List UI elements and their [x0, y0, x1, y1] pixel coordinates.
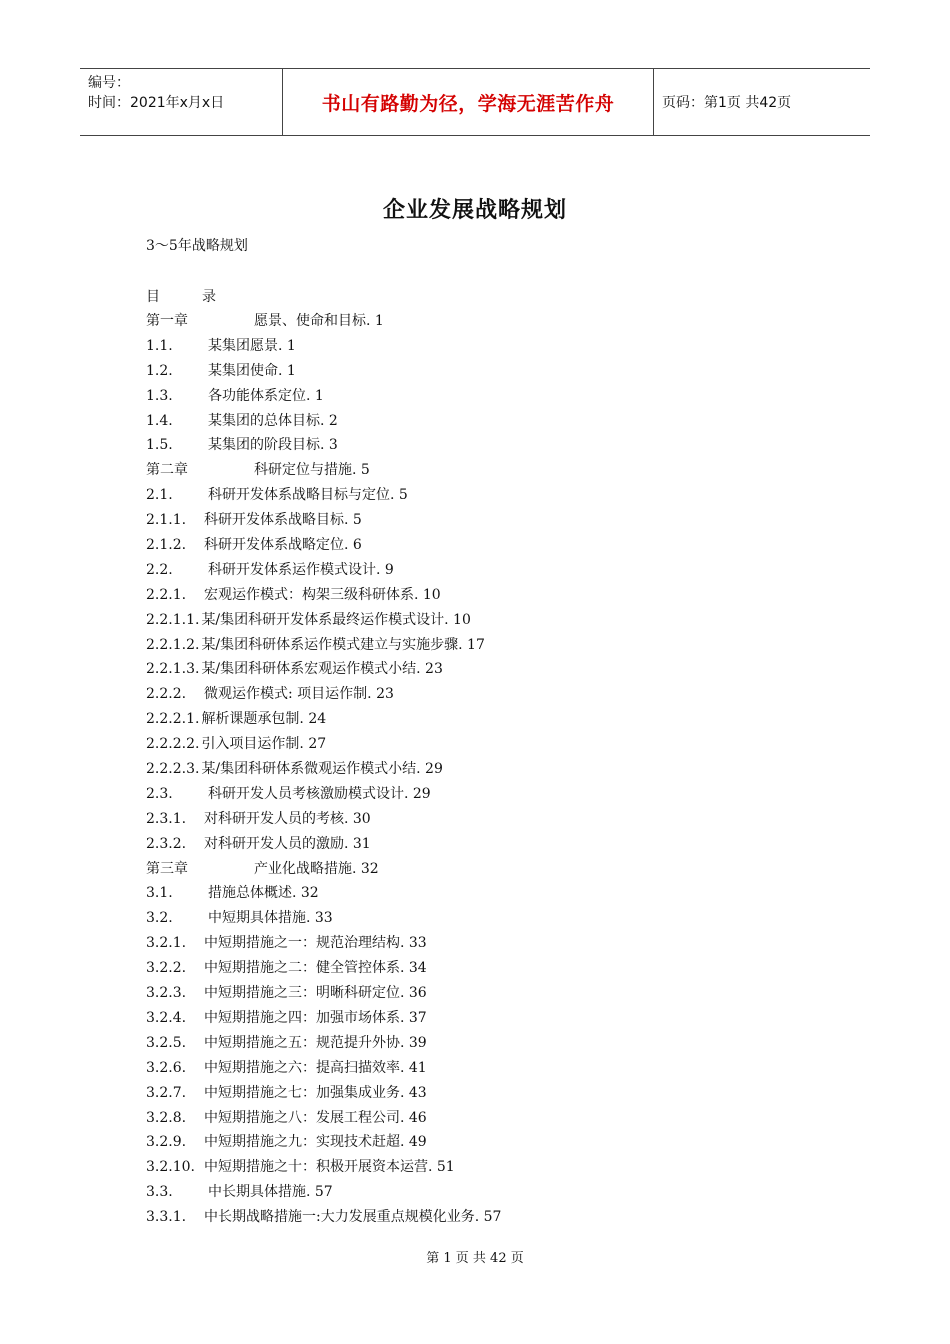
- toc-entry-number: 1.4.: [146, 412, 173, 429]
- toc-entry[interactable]: [146, 1182, 501, 1207]
- toc-entry-number: 3.3.: [146, 1184, 173, 1201]
- toc-entry-text: 科研开发体系战略目标与定位. 5: [208, 487, 408, 504]
- toc-entry-number: 3.2.3.: [146, 985, 187, 1002]
- toc-entry-number: 第三章: [146, 860, 188, 877]
- toc-entry-number: 2.1.: [146, 487, 173, 504]
- header-number-label: 编号：: [88, 75, 130, 91]
- toc-entry-text: 产业化战略措施. 32: [254, 860, 379, 877]
- toc-entry-number: 2.2.2.: [146, 686, 187, 703]
- toc-entry-number: 3.2.6.: [146, 1059, 187, 1076]
- toc-entry-number: 2.2.1.2.: [146, 636, 200, 653]
- toc-entry-number: 1.3.: [146, 387, 173, 404]
- toc-entry[interactable]: [146, 859, 501, 884]
- toc-entry[interactable]: [146, 983, 501, 1008]
- toc-entry-text: 中短期措施之一：规范治理结构. 33: [204, 935, 427, 952]
- toc-entry[interactable]: [146, 883, 501, 908]
- toc-entry[interactable]: [146, 1108, 501, 1133]
- page-header: [80, 68, 870, 136]
- toc-entry[interactable]: [146, 535, 501, 560]
- toc-entry[interactable]: [146, 759, 501, 784]
- document-title: 企业发展战略规划: [382, 198, 567, 223]
- toc-entry-text: 中短期措施之五：规范提升外协. 39: [204, 1034, 427, 1051]
- toc-entry[interactable]: [146, 386, 501, 411]
- toc-entry-text: 中短期措施之六：提高扫描效率. 41: [204, 1059, 427, 1076]
- toc-entry-text: 微观运作模式: 项目运作制. 23: [204, 686, 394, 703]
- toc-entry-text: 某集团的阶段目标. 3: [208, 437, 338, 454]
- toc-entry-text: 中短期措施之四：加强市场体系. 37: [204, 1009, 427, 1026]
- toc-entry[interactable]: [146, 908, 501, 933]
- toc-entry-number: 2.2.1.1.: [146, 611, 200, 628]
- toc-entry-text: 对科研开发人员的考核. 30: [204, 810, 371, 827]
- toc-entry[interactable]: [146, 1033, 501, 1058]
- toc-entry-number: 2.3.: [146, 785, 173, 802]
- toc-entry-number: 2.2.1.3.: [146, 661, 200, 678]
- toc-entry-text: 科研开发体系战略目标. 5: [204, 512, 362, 529]
- toc-entry-number: 1.1.: [146, 337, 173, 354]
- toc-entry-text: 某/集团科研体系宏观运作模式小结. 23: [201, 661, 443, 678]
- header-motto: 书山有路勤为径，学海无涯苦作舟: [321, 92, 615, 115]
- toc-entry-text: 各功能体系定位. 1: [208, 387, 324, 404]
- toc-entry-number: 3.2.10.: [146, 1159, 195, 1176]
- toc-entry-number: 3.2.4.: [146, 1009, 187, 1026]
- toc-entry-text: 某/集团科研开发体系最终运作模式设计. 10: [201, 611, 471, 628]
- toc-entry-number: 2.2.2.1.: [146, 711, 200, 728]
- page-footer: 第 1 页 共 42 页: [426, 1251, 524, 1266]
- header-page-info: 页码：第1页 共42页: [662, 95, 792, 111]
- toc-entry[interactable]: [146, 336, 501, 361]
- toc-entry-text: 中长期战略措施一:大力发展重点规模化业务. 57: [204, 1209, 502, 1226]
- toc-entry-number: 2.1.2.: [146, 537, 187, 554]
- toc-entry[interactable]: [146, 585, 501, 610]
- toc-entry-text: 对科研开发人员的激励. 31: [204, 835, 371, 852]
- document-subtitle: 3～5年战略规划: [146, 238, 248, 254]
- toc-entry[interactable]: [146, 709, 501, 734]
- toc-entry-text: 某集团的总体目标. 2: [208, 412, 338, 429]
- toc-entry[interactable]: [146, 485, 501, 510]
- toc-entry[interactable]: [146, 1008, 501, 1033]
- toc-entry-text: 愿景、使命和目标. 1: [254, 313, 384, 329]
- toc-entry-text: 解析课题承包制. 24: [201, 711, 327, 728]
- toc-entry[interactable]: [146, 411, 501, 436]
- toc-entry[interactable]: [146, 784, 501, 809]
- toc-entry[interactable]: [146, 684, 501, 709]
- toc-entry-text: 措施总体概述. 32: [208, 885, 319, 902]
- toc-entry-text: 科研开发体系战略定位. 6: [204, 537, 362, 554]
- toc-entry-text: 中短期措施之七：加强集成业务. 43: [204, 1084, 427, 1101]
- toc-entry-number: 2.3.1.: [146, 810, 187, 827]
- toc-entry-text: 中短期措施之九：实现技术赶超. 49: [204, 1134, 427, 1151]
- header-meta: [88, 73, 280, 113]
- toc-entry[interactable]: [146, 510, 501, 535]
- toc-entry-text: 中短期措施之八：发展工程公司. 46: [204, 1109, 427, 1126]
- toc-entry-number: 3.2.5.: [146, 1034, 187, 1051]
- toc-entry-number: 2.3.2.: [146, 835, 187, 852]
- toc-entry[interactable]: [146, 635, 501, 660]
- toc-entry[interactable]: [146, 560, 501, 585]
- toc-entry[interactable]: [146, 659, 501, 684]
- toc-entry[interactable]: [146, 933, 501, 958]
- toc-entry[interactable]: [146, 311, 501, 336]
- toc-heading-left: 目: [146, 289, 160, 305]
- toc-entry-text: 某/集团科研体系微观运作模式小结. 29: [201, 761, 443, 778]
- toc-heading: [146, 286, 216, 306]
- toc-entry-number: 3.2.: [146, 910, 173, 927]
- toc-entry-number: 3.2.7.: [146, 1084, 187, 1101]
- toc-entry-number: 1.2.: [146, 362, 173, 379]
- toc-entry[interactable]: [146, 1083, 501, 1108]
- toc-entry[interactable]: [146, 1207, 501, 1232]
- toc-entry[interactable]: [146, 1132, 501, 1157]
- toc-entry[interactable]: [146, 958, 501, 983]
- toc-entry-text: 某/集团科研体系运作模式建立与实施步骤. 17: [201, 636, 485, 653]
- toc-entry[interactable]: [146, 834, 501, 859]
- toc-entry-text: 某集团愿景. 1: [208, 337, 296, 354]
- header-time-label: 时间：2021年x月x日: [88, 95, 225, 111]
- toc-entry-number: 第二章: [146, 462, 188, 479]
- toc-entry[interactable]: [146, 1058, 501, 1083]
- toc-entry-text: 宏观运作模式：构架三级科研体系. 10: [204, 586, 441, 603]
- toc-entry-number: 3.2.2.: [146, 960, 187, 977]
- toc-entry-number: 2.2.2.3.: [146, 761, 200, 778]
- toc-entry[interactable]: [146, 1157, 501, 1182]
- toc-entry-text: 科研开发体系运作模式设计. 9: [208, 561, 394, 578]
- toc-entry-text: 引入项目运作制. 27: [201, 736, 327, 753]
- toc-entry-text: 中长期具体措施. 57: [208, 1184, 333, 1201]
- toc-entry-text: 科研开发人员考核激励模式设计. 29: [208, 785, 431, 802]
- header-motto-cell: [282, 69, 654, 135]
- toc-entry-number: 2.2.1.: [146, 586, 187, 603]
- toc-entry[interactable]: [146, 734, 501, 759]
- toc-entry-number: 2.2.: [146, 561, 173, 578]
- toc-entry[interactable]: [146, 435, 501, 460]
- toc-heading-right: 录: [202, 289, 216, 305]
- toc-entry-number: 第一章: [146, 313, 188, 329]
- toc-entry-text: 中短期措施之三：明晰科研定位. 36: [204, 985, 427, 1002]
- toc-entry-number: 3.2.9.: [146, 1134, 187, 1151]
- toc-entry[interactable]: [146, 361, 501, 386]
- toc-entry-number: 3.3.1.: [146, 1209, 187, 1226]
- toc-entry[interactable]: [146, 460, 501, 485]
- toc-entry[interactable]: [146, 809, 501, 834]
- table-of-contents: [146, 311, 501, 1232]
- toc-entry-number: 1.5.: [146, 437, 173, 454]
- toc-entry-text: 中短期措施之十：积极开展资本运营. 51: [204, 1159, 455, 1176]
- toc-entry-text: 科研定位与措施. 5: [254, 462, 370, 479]
- toc-entry-text: 中短期措施之二：健全管控体系. 34: [204, 960, 427, 977]
- toc-entry-number: 3.2.8.: [146, 1109, 187, 1126]
- toc-entry-number: 3.1.: [146, 885, 173, 902]
- toc-entry-number: 2.2.2.2.: [146, 736, 200, 753]
- toc-entry-text: 中短期具体措施. 33: [208, 910, 333, 927]
- toc-entry-number: 2.1.1.: [146, 512, 187, 529]
- toc-entry-text: 某集团使命. 1: [208, 362, 296, 379]
- toc-entry[interactable]: [146, 610, 501, 635]
- toc-entry-number: 3.2.1.: [146, 935, 187, 952]
